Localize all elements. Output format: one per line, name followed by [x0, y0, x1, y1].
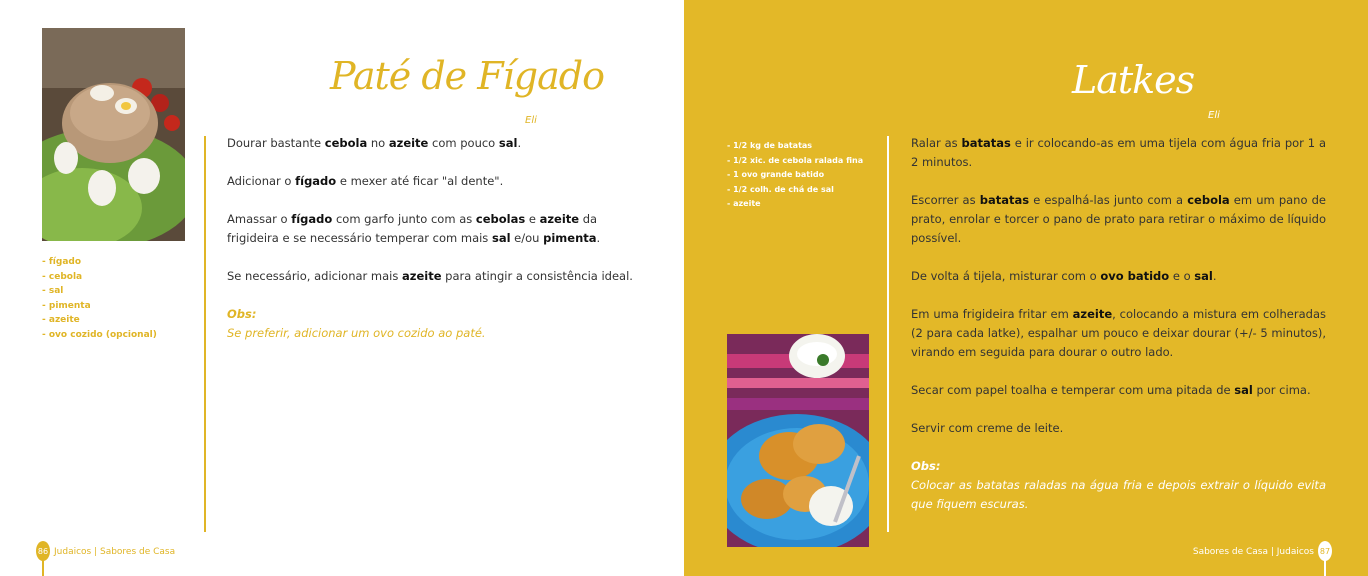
- right-page: [684, 0, 1368, 576]
- ingredient-highlight: cebola: [324, 136, 368, 150]
- latkes-photo: [727, 334, 869, 547]
- ingredient-highlight: ovo batido: [1100, 269, 1170, 283]
- page-number: 86: [36, 541, 50, 561]
- instruction-step: Se necessário, adicionar mais azeite para atingir a consistência ideal.: [227, 269, 633, 283]
- instruction-step: Dourar bastante cebola no azeite com pouco sal.: [227, 136, 522, 150]
- ingredient-item: - 1/2 colh. de chá de sal: [727, 183, 863, 198]
- divider-line: [204, 136, 206, 532]
- ingredient-highlight: sal: [498, 136, 518, 150]
- steps-container: [911, 134, 1326, 438]
- ingredient-item: - fígado: [42, 255, 157, 270]
- instructions-latkes: [911, 134, 1326, 514]
- ingredient-highlight: pimenta: [543, 231, 597, 245]
- ingredient-highlight: azeite: [402, 269, 442, 283]
- ingredient-highlight: sal: [491, 231, 511, 245]
- spoon-icon: [1318, 541, 1332, 575]
- ingredient-highlight: cebola: [1187, 193, 1230, 207]
- instruction-step: Amassar o fígado com garfo junto com as cebolas e azeite da frigideira e se necessário temperar com mais sal e/ou pimenta.: [227, 212, 601, 245]
- pate-photo-icon: [42, 28, 185, 241]
- ingredient-item: - cebola: [42, 270, 157, 285]
- ingredient-item: - azeite: [727, 197, 863, 212]
- footer-text: Judaicos | Sabores de Casa: [54, 547, 176, 557]
- instruction-step: Servir com creme de leite.: [911, 421, 1064, 435]
- obs-title: Obs:: [227, 307, 257, 321]
- ingredient-item: - sal: [42, 284, 157, 299]
- instruction-step: Em uma frigideira fritar em azeite, colocando a mistura em colheradas (2 para cada latke), espalhar um pouco e deixar dourar (+/- 5 minutos), virando em seguida para dourar o outro lado.: [911, 307, 1326, 359]
- footer-right: [1193, 541, 1332, 575]
- ingredients-list-latkes: [727, 139, 863, 212]
- ingredient-highlight: fígado: [291, 212, 333, 226]
- recipe-author-pate: Eli: [525, 115, 537, 126]
- ingredient-highlight: sal: [1234, 383, 1253, 397]
- ingredient-highlight: azeite: [388, 136, 429, 150]
- ingredient-item: - 1/2 kg de batatas: [727, 139, 863, 154]
- pate-photo: [42, 28, 185, 241]
- ingredient-highlight: batatas: [961, 136, 1011, 150]
- instruction-step: Secar com papel toalha e temperar com uma pitada de sal por cima.: [911, 383, 1311, 397]
- instruction-step: Escorrer as batatas e espalhá-las junto com a cebola em um pano de prato, enrolar e torcer o pano de prato para retirar o máximo de líquido possível.: [911, 193, 1327, 245]
- ingredient-highlight: azeite: [539, 212, 580, 226]
- instruction-step: Ralar as batatas e ir colocando-as em uma tijela com água fria por 1 a 2 minutos.: [911, 136, 1326, 169]
- ingredient-item: - azeite: [42, 313, 157, 328]
- recipe-title-latkes: Latkes: [1072, 58, 1195, 102]
- footer-text: Sabores de Casa | Judaicos: [1192, 547, 1314, 557]
- ingredient-item: - pimenta: [42, 299, 157, 314]
- obs-text: Se preferir, adicionar um ovo cozido ao paté.: [227, 326, 486, 340]
- ingredient-highlight: sal: [1194, 269, 1213, 283]
- latkes-photo-icon: [727, 334, 869, 547]
- obs-latkes: [911, 457, 1326, 514]
- instruction-step: De volta á tijela, misturar com o ovo batido e o sal.: [911, 269, 1217, 283]
- spoon-icon: [36, 541, 50, 575]
- ingredient-highlight: batatas: [979, 193, 1030, 207]
- instructions-pate: [227, 134, 637, 343]
- ingredient-highlight: azeite: [1072, 307, 1113, 321]
- ingredient-highlight: fígado: [295, 174, 337, 188]
- recipe-title-pate: Paté de Fígado: [330, 54, 604, 98]
- recipe-author-latkes: Eli: [1208, 110, 1220, 121]
- ingredient-item: - 1 ovo grande batido: [727, 168, 863, 183]
- divider-line: [887, 136, 889, 532]
- instruction-step: Adicionar o fígado e mexer até ficar "al dente".: [227, 174, 504, 188]
- ingredient-item: - 1/2 xic. de cebola ralada fina: [727, 154, 863, 169]
- footer-left: [36, 541, 175, 575]
- ingredients-list-pate: [42, 255, 157, 342]
- obs-pate: [227, 305, 637, 343]
- obs-title: Obs:: [911, 459, 941, 473]
- obs-text: Colocar as batatas raladas na água fria e depois extrair o líquido evita que fiquem escuras.: [911, 478, 1326, 511]
- ingredient-item: - ovo cozido (opcional): [42, 328, 157, 343]
- ingredient-highlight: cebolas: [475, 212, 526, 226]
- steps-container: [227, 134, 637, 286]
- page-number: 87: [1318, 541, 1332, 561]
